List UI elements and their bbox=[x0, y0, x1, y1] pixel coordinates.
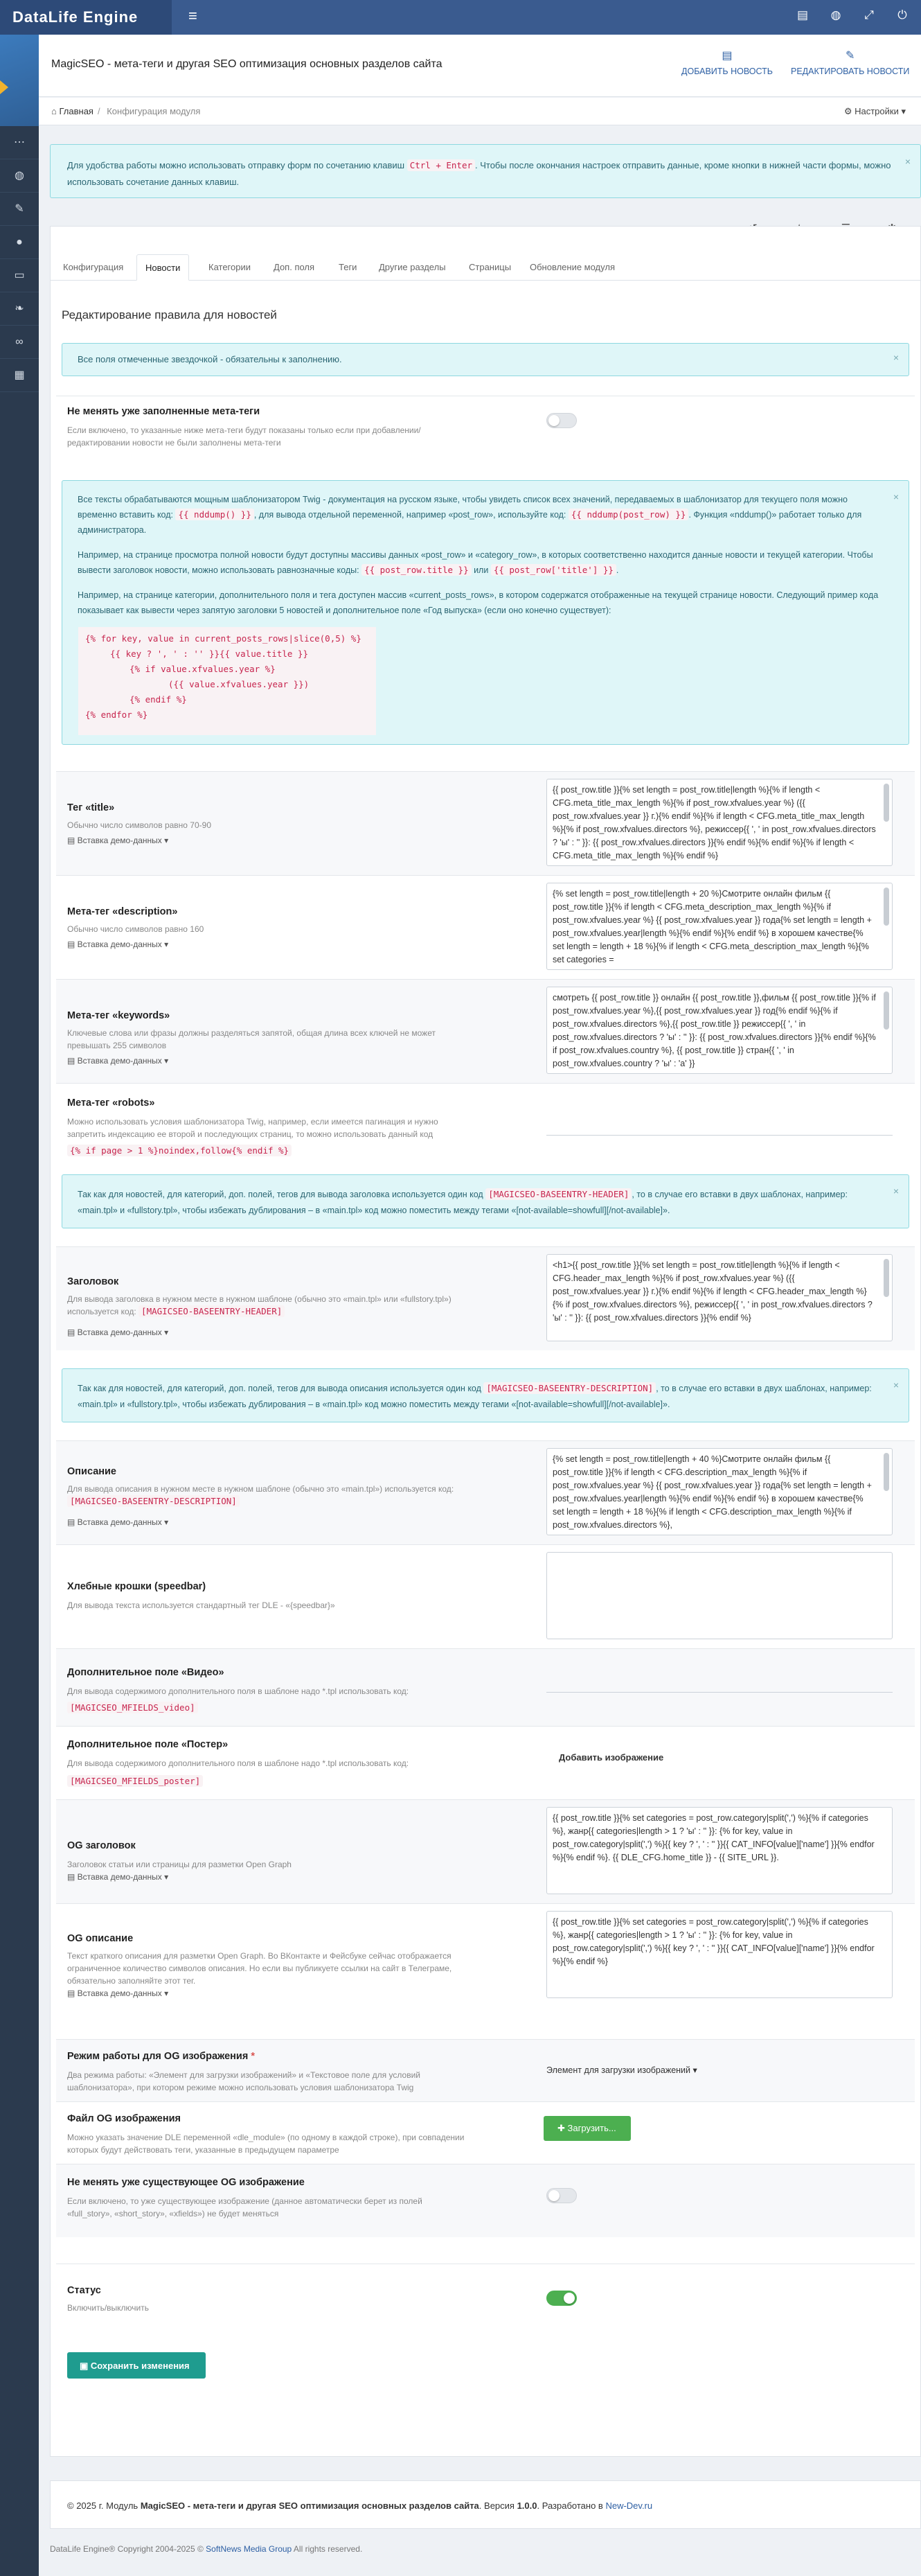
og-title-hint: Заголовок статьи или страницы для разметки Open Graph bbox=[67, 1860, 292, 1869]
row-header bbox=[56, 1246, 915, 1350]
sidebar-leaf-icon[interactable]: ❧ bbox=[0, 292, 39, 326]
sidebar-user-icon[interactable]: ● bbox=[0, 226, 39, 259]
xf-poster-label: Дополнительное поле «Постер» bbox=[67, 1739, 229, 1750]
close-icon[interactable]: × bbox=[893, 1185, 899, 1197]
description-label: Описание bbox=[67, 1466, 116, 1477]
edit-icon: ✎ bbox=[845, 50, 855, 62]
keywords-tag-label: Мета-тег «keywords» bbox=[67, 1010, 170, 1021]
twig-info-p3: Например, на странице категории, дополнительного поля и тега доступен массив «current_posts_rows», в котором содержатся отображенные на текущей странице новости. Следующий пример кода показывает как вывести через запятую заголовки 5 новостей и дополнительное поле «Год выпуска» (если оно конечно существует): bbox=[78, 590, 879, 615]
og-description-hint: Текст краткого описания для разметки Open Graph. Во ВКонтакте и Фейсбуке сейчас отображается ограниченное количество символов описания. Но если вы публикуете ссылки на сайт в Телеграме, обязательно заполняйте этот тег. bbox=[67, 1951, 452, 1986]
row-og-description bbox=[56, 1903, 915, 2007]
add-image-button[interactable]: Добавить изображение bbox=[559, 1752, 664, 1763]
xf-video-input[interactable] bbox=[546, 1692, 893, 1693]
keep-og-label: Не менять уже существующее OG изображение bbox=[67, 2177, 305, 2188]
row-keywords-tag bbox=[56, 979, 915, 1083]
title-tag-textarea[interactable]: {{ post_row.title }}{% set length = post_row.title|length %}{% if length < CFG.meta_title_max_length %}{% if post_row.xfvalues.year %} ({{ post_row.xfvalues.year }} г.){% endif %}{% if length < CFG.meta_title_max_length %}{% if post_row.xfvalues.directors %}, режиссер{{ ', ' in post_row.xfvalues.directors ? 'ы' : '' }}: {{ post_row.xfvalues.directors }}{% endif %}{% endif %}{% if length < CFG.meta_title_max_length %}{% endif %} bbox=[546, 779, 893, 866]
settings-dropdown[interactable]: ⚙ Настройки ▾ bbox=[843, 106, 906, 116]
sidebar-wrench-icon[interactable]: ✎ bbox=[0, 193, 39, 226]
xf-video-label: Дополнительное поле «Видео» bbox=[67, 1667, 224, 1678]
tabs bbox=[51, 254, 920, 281]
og-description-textarea[interactable]: {{ post_row.title }}{% set categories = post_row.category|split(',') %}{% if categories %}, жанр{{ categories|length > 1 ? 'ы' : '' }}: {% for key, value in post_row.category|split(',') %}{{ key ? ', ' : '' }}{{ CAT_INFO[value]['name'] }}{% endfor %}{% endif %} bbox=[546, 1911, 893, 1998]
xf-poster-code: [MAGICSEO_MFIELDS_poster] bbox=[67, 1775, 203, 1787]
breadcrumb-current: Конфигурация модуля bbox=[107, 106, 201, 116]
close-icon[interactable]: × bbox=[893, 491, 899, 502]
keep-meta-hint: Если включено, то указанные ниже мета-теги будут показаны только если при добавлении/редактировании новости не были заполнены мета-теги bbox=[67, 425, 421, 448]
breadcrumb-bar bbox=[39, 98, 921, 125]
row-xf-poster bbox=[56, 1726, 915, 1799]
module-footer: © 2025 г. Модуль MagicSEO - мета-теги и другая SEO оптимизация основных разделов сайта. Версия 1.0.0. Разработано в New-Dev.ru bbox=[50, 2480, 921, 2529]
header-hint: Для вывода заголовка в нужном месте в нужном шаблоне (обычно это «main.tpl» или «fullstory.tpl») используется код: [MAGICSEO-BASEENTRY-HEADER] bbox=[67, 1294, 451, 1316]
robots-code: {% if page > 1 %}noindex,follow{% endif %} bbox=[67, 1145, 292, 1156]
og-title-textarea[interactable]: {{ post_row.title }}{% set categories = post_row.category|split(',') %}{% if categories %}, жанр{{ categories|length > 1 ? 'ы' : '' }}: {% for key, value in post_row.category|split(',') %}{{ key ? ', ' : '' }}{{ CAT_INFO[value]['name'] }}{% endfor %}{% endif %}. {{ DLE_CFG.home_title }} - {{ SITE_URL }}. bbox=[546, 1807, 893, 1894]
top-icons bbox=[795, 8, 910, 22]
description-hint: Для вывода описания в нужном месте в нужном шаблоне (обычно это «main.tpl») используется код: [MAGICSEO-BASEENTRY-DESCRIPTION] bbox=[67, 1484, 454, 1506]
keywords-demo-dropdown[interactable]: ▤ Вставка демо-данных ▾ bbox=[67, 1056, 169, 1066]
tab-update[interactable]: Обновление модуля bbox=[530, 262, 615, 272]
row-robots-tag bbox=[56, 1083, 915, 1166]
tab-pages[interactable]: Страницы bbox=[469, 262, 512, 272]
brand-logo[interactable]: DataLife Engine bbox=[0, 0, 172, 35]
og-mode-label: Режим работы для OG изображения * bbox=[67, 2051, 255, 2062]
status-hint: Включить/выключить bbox=[67, 2303, 149, 2313]
tab-news[interactable]: Новости bbox=[136, 254, 189, 281]
keep-meta-label: Не менять уже заполненные мета-теги bbox=[67, 406, 260, 417]
tab-other-sections[interactable]: Другие разделы bbox=[379, 262, 446, 272]
plus-icon: ✚ bbox=[557, 2123, 565, 2133]
sidebar-globe-icon[interactable]: ◍ bbox=[0, 159, 39, 193]
og-description-label: OG описание bbox=[67, 1933, 134, 1944]
keywords-tag-textarea[interactable]: смотреть {{ post_row.title }} онлайн {{ post_row.title }},фильм {{ post_row.title }}{% if post_row.xfvalues.year %},{{ post_row.xfvalues.year }} год{% endif %}{% if post_row.xfvalues.directors %},{{ post_row.title }} режиссер{{ ', ' in post_row.xfvalues.directors ? 'ы' : '' }}: {{ post_row.xfvalues.directors }}{% endif %}{% if post_row.xfvalues.country %}, {{ post_row.title }} стран{{ ', ' in post_row.xfvalues.country ? 'ы' : 'а' }} bbox=[546, 987, 893, 1074]
status-label: Статус bbox=[67, 2285, 101, 2296]
close-icon[interactable]: × bbox=[893, 1379, 899, 1391]
header-demo-dropdown[interactable]: ▤ Вставка демо-данных ▾ bbox=[67, 1327, 169, 1337]
robots-input[interactable] bbox=[546, 1135, 893, 1136]
add-file-icon: ▤ bbox=[722, 50, 733, 62]
twig-info-p1: Все тексты обрабатываются мощным шаблонизатором Twig - документация на русском языке, чтобы увидеть список всех значений, передаваемых в шаблонизатор для текущего поля можно временно вставить код: {{ nddump() }} , для вывода отдельной переменной, например «post_row», используйте код: {{ nddump(post_row) }} . Функция «nddump()» работает только для администратора. bbox=[78, 495, 862, 535]
main-card bbox=[50, 226, 921, 2457]
hotkey-code: Ctrl + Enter bbox=[407, 159, 475, 171]
og-title-label: OG заголовок bbox=[67, 1840, 136, 1851]
description-alert: Так как для новостей, для категорий, доп. полей, тегов для вывода описания используется один код [MAGICSEO-BASEENTRY-DESCRIPTION] , то в случае его вставки в двух шаблонах, например: «main.tpl» и «fullstory.tpl», чтобы избежать дублирования – в «main.tpl» код можно поместить между тегами «[not-available=showfull][/not-available]». × bbox=[62, 1368, 909, 1422]
globe-icon[interactable]: ◍ bbox=[830, 8, 841, 21]
save-button[interactable]: ▣ Сохранить изменения bbox=[67, 2352, 206, 2379]
description-field-demo-dropdown[interactable]: ▤ Вставка демо-данных ▾ bbox=[67, 1517, 169, 1527]
row-keep-meta bbox=[56, 396, 915, 448]
row-status bbox=[56, 2264, 915, 2333]
save-icon: ▣ bbox=[80, 2361, 89, 2371]
sidebar-dots-icon[interactable]: ⋯ bbox=[0, 126, 39, 159]
top-bar bbox=[0, 0, 921, 35]
xf-poster-hint: Для вывода содержимого дополнительного поля в шаблоне надо *.tpl использовать код: bbox=[67, 1758, 409, 1768]
title-tag-hint: Обычно число символов равно 70-90 bbox=[67, 820, 211, 830]
fullscreen-icon[interactable]: ⤢ bbox=[864, 8, 874, 21]
header-alert: Так как для новостей, для категорий, доп. полей, тегов для вывода заголовка используется один код [MAGICSEO-BASEENTRY-HEADER] , то в случае его вставки в двух шаблонах, например: «main.tpl» и «fullstory.tpl», чтобы избежать дублирования – в «main.tpl» код можно поместить между тегами «[not-available=showfull][/not-available]». × bbox=[62, 1174, 909, 1228]
og-mode-select[interactable]: Элемент для загрузки изображений ▾ bbox=[546, 2065, 697, 2075]
row-description bbox=[56, 1440, 915, 1544]
keep-og-hint: Если включено, то уже существующее изображение (данное автоматически берет из полей «full_story», «short_story», «xfields») не будет меняться bbox=[67, 2196, 422, 2218]
speedbar-label: Хлебные крошки (speedbar) bbox=[67, 1581, 206, 1592]
xf-video-code: [MAGICSEO_MFIELDS_video] bbox=[67, 1702, 198, 1713]
row-og-file bbox=[56, 2101, 915, 2164]
row-description-tag bbox=[56, 875, 915, 979]
hotkey-alert: Для удобства работы можно использовать отправку форм по сочетанию клавиш Ctrl + Enter . Чтобы после окончания настроек отправить данные, кроме кнопки в нижней части формы, можно использовать сочетание данных клавиш. × bbox=[50, 144, 921, 198]
og-description-demo-dropdown[interactable]: ▤ Вставка демо-данных ▾ bbox=[67, 1988, 169, 1998]
keep-meta-toggle[interactable] bbox=[546, 413, 577, 428]
logout-icon[interactable]: ⏻ bbox=[897, 8, 907, 21]
required-alert: Все поля отмеченные звездочкой - обязательны к заполнению. × bbox=[62, 343, 909, 376]
home-icon: ⌂ bbox=[51, 106, 57, 116]
tab-categories[interactable]: Категории bbox=[208, 262, 251, 272]
add-news-button[interactable]: ▤ ДОБАВИТЬ НОВОСТЬ bbox=[681, 50, 773, 76]
title-tag-label: Тег «title» bbox=[67, 802, 115, 813]
close-icon[interactable]: × bbox=[893, 352, 899, 363]
tab-tags[interactable]: Теги bbox=[339, 262, 357, 272]
breadcrumb-home[interactable]: Главная bbox=[59, 106, 93, 116]
section-title: Редактирование правила для новостей bbox=[62, 308, 277, 321]
og-file-hint: Можно указать значение DLE переменной «dle_module» (по одному в каждой строке), при совпадении которых будут действовать теги, указанные в предыдущем параметре bbox=[67, 2133, 465, 2155]
row-xf-video bbox=[56, 1648, 915, 1726]
description-textarea[interactable]: {% set length = post_row.title|length + 40 %}Смотрите онлайн фильм {{ post_row.title }}{% if length < CFG.description_max_length %}{% if post_row.xfvalues.year %} {{ post_row.xfvalues.year }} года{% set length = length + post_row.xfvalues.year|length %}{% endif %}{% endif %} в хорошем качестве{% set length = length + 18 %}{% if length < CFG.description_max_length %}{% if post_row.xfvalues.directors %}, bbox=[546, 1448, 893, 1535]
edit-news-button[interactable]: ✎ РЕДАКТИРОВАТЬ НОВОСТИ bbox=[791, 50, 910, 76]
sidebar-monitor-icon[interactable]: ▭ bbox=[0, 259, 39, 292]
copyright: DataLife Engine® Copyright 2004-2025 © SoftNews Media Group All rights reserved. bbox=[50, 2544, 363, 2554]
xf-video-hint: Для вывода содержимого дополнительного поля в шаблоне надо *.tpl использовать код: bbox=[67, 1686, 409, 1696]
tab-extra-fields[interactable]: Доп. поля bbox=[274, 262, 315, 272]
og-mode-hint: Два режима работы: «Элемент для загрузки изображений» и «Текстовое поле для условий шаблонизатора», при котором режиме можно использовать условия шаблонизатора Twig bbox=[67, 2070, 420, 2092]
row-title-tag bbox=[56, 771, 915, 875]
page-title: MagicSEO - мета-теги и другая SEO оптимизация основных разделов сайта bbox=[51, 58, 442, 70]
header-textarea[interactable]: <h1>{{ post_row.title }}{% set length = post_row.title|length %}{% if length < CFG.header_max_length %}{% if post_row.xfvalues.year %} ({{ post_row.xfvalues.year }} г.){% endif %}{% if length < CFG.header_max_length %}{% if post_row.xfvalues.directors %}, режиссер{{ ', ' in post_row.xfvalues.directors ? 'ы' : '' }}: {{ post_row.xfvalues.directors }}{% endif %} bbox=[546, 1254, 893, 1341]
robots-tag-label: Мета-тег «robots» bbox=[67, 1097, 155, 1109]
title-demo-dropdown[interactable]: ▤ Вставка демо-данных ▾ bbox=[67, 836, 169, 845]
gear-icon: ⚙ bbox=[843, 106, 852, 116]
softnews-link[interactable]: SoftNews Media Group bbox=[206, 2544, 292, 2554]
developer-link[interactable]: New-Dev.ru bbox=[605, 2500, 653, 2511]
close-icon[interactable]: × bbox=[904, 156, 911, 167]
description-tag-label: Мета-тег «description» bbox=[67, 906, 178, 917]
row-og-title bbox=[56, 1799, 915, 1903]
breadcrumb: ⌂ Главная / Конфигурация модуля bbox=[51, 106, 201, 116]
sidebar bbox=[0, 35, 39, 2576]
sidebar-db-icon[interactable]: ▦ bbox=[0, 359, 39, 392]
description-demo-dropdown[interactable]: ▤ Вставка демо-данных ▾ bbox=[67, 939, 169, 949]
header-label: Заголовок bbox=[67, 1276, 119, 1287]
description-tag-hint: Обычно число символов равно 160 bbox=[67, 924, 204, 934]
upload-button[interactable]: ✚ Загрузить... bbox=[544, 2116, 631, 2141]
robots-tag-hint: Можно использовать условия шаблонизатора Twig, например, если имеется пагинация и нужно запретить индексацию ее второй и последующих страниц, то можно использовать данный код bbox=[67, 1117, 438, 1139]
row-og-mode bbox=[56, 2039, 915, 2101]
speedbar-hint: Для вывода текста используется стандартный тег DLE - «{speedbar}» bbox=[67, 1600, 335, 1610]
menu-toggle-icon[interactable]: ≡ bbox=[188, 7, 197, 24]
sidebar-logo bbox=[0, 35, 39, 126]
og-file-label: Файл OG изображения bbox=[67, 2113, 181, 2124]
twig-info-p2: Например, на странице просмотра полной новости будут доступны массивы данных «post_row» и «category_row», в которых соответственно находится данные новости и текущей категории. Чтобы вывести заголовок новости, можно использовать равнозначные коды: {{ post_row.title }} или {{ post_row['title'] }} . bbox=[78, 550, 873, 575]
tab-config[interactable]: Конфигурация bbox=[63, 262, 124, 272]
twig-code-example: {% for key, value in current_posts_rows|slice(0,5) %} {{ key ? ', ' : '' }}{{ value.title }} {% if value.xfvalues.year %} ({{ value.xfvalues.year }}) {% endif %} {% endfor %} bbox=[78, 627, 376, 735]
keywords-tag-hint: Ключевые слова или фразы должны разделяться запятой, общая длина всех ключей не может превышать 255 символов bbox=[67, 1028, 436, 1050]
sidebar-link-icon[interactable]: ∞ bbox=[0, 326, 39, 359]
row-speedbar bbox=[56, 1544, 915, 1648]
keep-og-toggle[interactable] bbox=[546, 2188, 577, 2203]
news-icon[interactable]: ▤ bbox=[796, 8, 809, 21]
page-header bbox=[39, 35, 921, 97]
description-tag-textarea[interactable]: {% set length = post_row.title|length + 20 %}Смотрите онлайн фильм {{ post_row.title }}{% if length < CFG.meta_description_max_length %}{% if post_row.xfvalues.year %} {{ post_row.xfvalues.year }} года{% set length = length + post_row.xfvalues.year|length %}{% endif %}{% endif %} в хорошем качестве{% set length = length + 18 %}{% if length < CFG.meta_description_max_length %}{% set categories = bbox=[546, 883, 893, 970]
og-title-demo-dropdown[interactable]: ▤ Вставка демо-данных ▾ bbox=[67, 1872, 169, 1882]
status-toggle[interactable] bbox=[546, 2291, 577, 2306]
row-keep-og bbox=[56, 2164, 915, 2237]
speedbar-textarea[interactable] bbox=[546, 1552, 893, 1639]
